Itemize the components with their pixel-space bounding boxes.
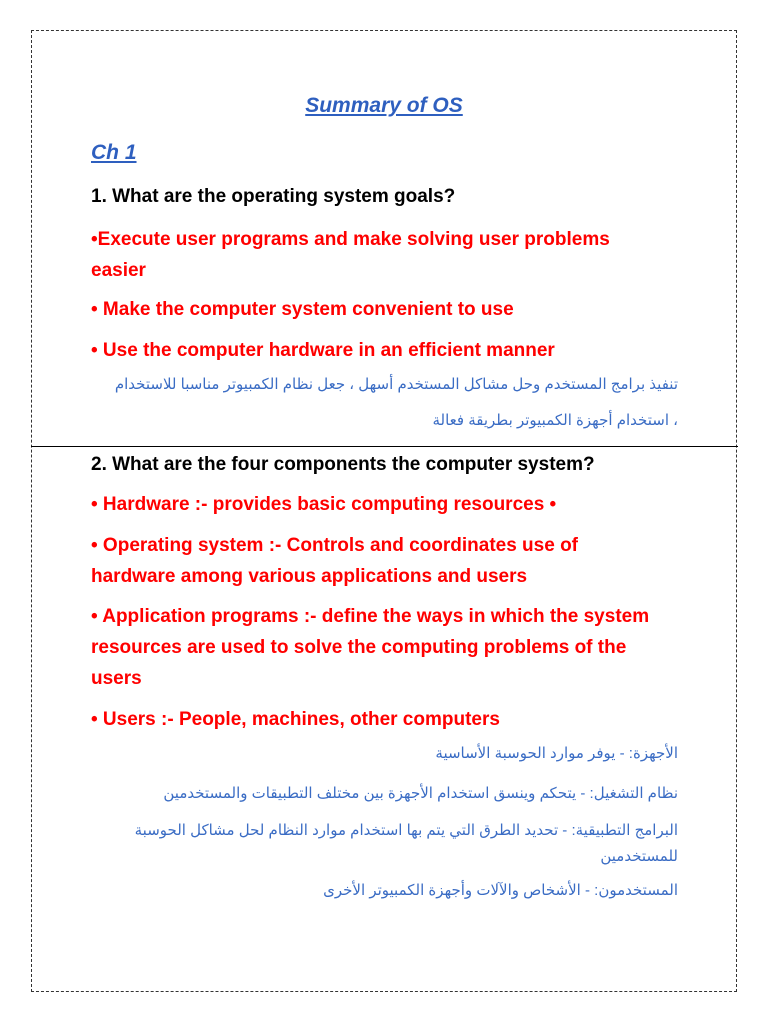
q2-answer-users: • Users :- People, machines, other computers	[91, 709, 500, 730]
q2-arabic-users: المستخدمون: - الأشخاص والآلات وأجهزة الكمبيوتر الأخرى	[323, 882, 678, 899]
question-2: 2. What are the four components the computer system?	[91, 454, 595, 475]
q2-arabic-operating-system: نظام التشغيل: - يتحكم وينسق استخدام الأجهزة بين مختلف التطبيقات والمستخدمين	[163, 785, 678, 802]
q2-answer-operating-system: • Operating system :- Controls and coordinates use of hardware among various applications and users	[91, 535, 579, 587]
q1-arabic-line-2: ، استخدام أجهزة الكمبيوتر بطريقة فعالة	[432, 412, 678, 429]
q1-answer-1: •Execute user programs and make solving user problems easier	[91, 229, 610, 281]
q1-answer-2: • Make the computer system convenient to use	[91, 299, 514, 320]
q2-answer-hardware: • Hardware :- provides basic computing resources •	[91, 494, 557, 515]
document-title: Summary of OS	[305, 94, 463, 117]
q1-answer-3: • Use the computer hardware in an efficient manner	[91, 340, 555, 361]
chapter-heading: Ch 1	[91, 141, 137, 164]
q2-arabic-application-programs: البرامج التطبيقية: - تحديد الطرق التي يتم بها استخدام موارد النظام لحل مشاكل الحوسبة للمستخدمين	[134, 822, 678, 865]
q2-answer-application-programs: • Application programs :- define the ways in which the system resources are used to solve the computing problems of the users	[91, 606, 650, 689]
q2-arabic-hardware: الأجهزة: - يوفر موارد الحوسبة الأساسية	[435, 745, 678, 762]
section-divider	[31, 446, 738, 447]
question-1: 1. What are the operating system goals?	[91, 186, 456, 207]
q1-arabic-line-1: تنفيذ برامج المستخدم وحل مشاكل المستخدم أسهل ، جعل نظام الكمبيوتر مناسبا للاستخدام	[114, 376, 678, 393]
